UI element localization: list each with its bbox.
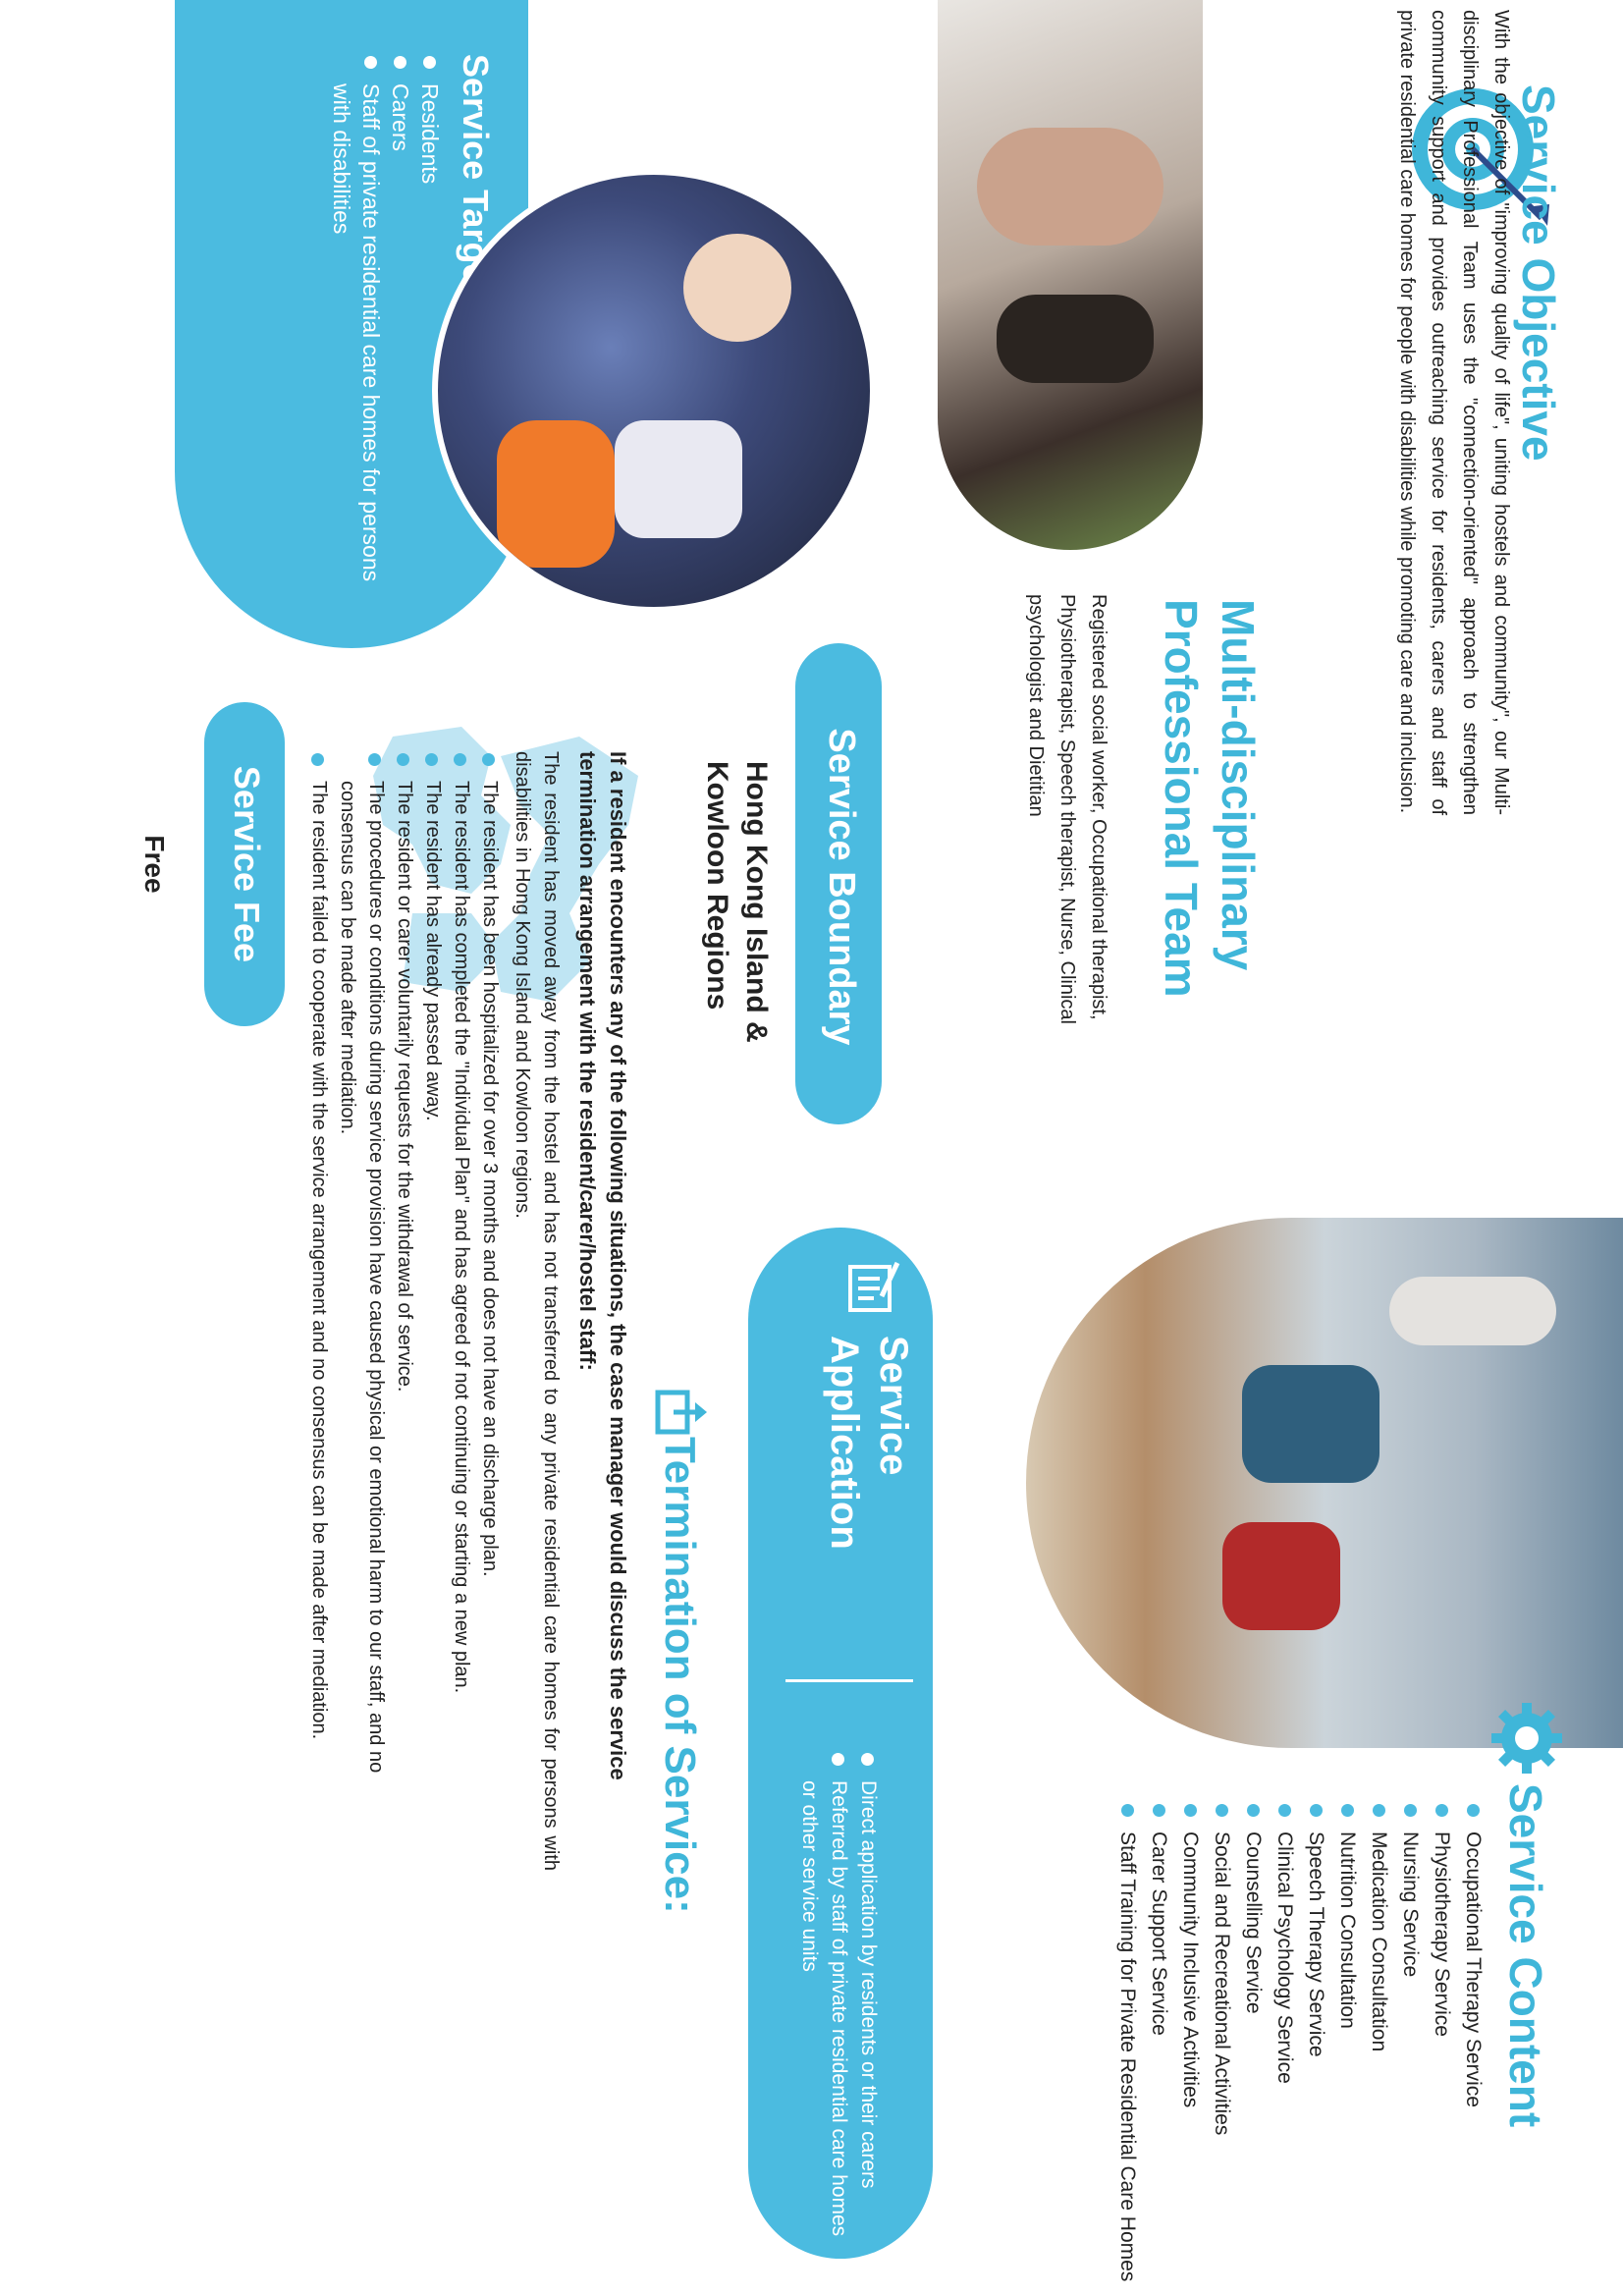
exit-door-icon [650,1385,709,1444]
service-fee-value: Free [139,835,170,894]
service-objective-body: With the objective of "improving quality of life", uniting hostels and community", our Multi-disciplinary Professional Team uses the "connection-oriented" approach to strengthen community support and provides outreaching service for residents, carers and staff of private residential care homes for people with disabilities while promoting care and inclusion. [1396,10,1512,815]
list-item: Carers [386,54,415,604]
service-boundary-title: Service Boundary [821,728,862,1046]
service-target-title: Service Target [456,54,496,296]
list-item: Community Inclusive Activities [1174,1802,1206,2296]
list-item: The procedures or conditions during service provision have caused physical or emotional harm to our staff, and no consensus can be made after mediation. [333,751,390,1871]
list-item: The resident has completed the "Individual Plan" and has agreed of not continuing or starting a new plan. [447,751,475,1871]
service-content-list-block [1047,1802,1488,2296]
service-content-list [1111,1802,1488,2296]
list-item: Physiotherapy Service [1426,1802,1457,2296]
service-objective-title: Service Objective [1513,84,1564,462]
list-item: Counselling Service [1237,1802,1269,2296]
application-form-icon [844,1257,903,1316]
termination-first-situation: The resident has moved away from the hostel and has not transferred to any private residential care homes for persons with disabilities in Hong Kong Island and Kowloon regions. [512,751,562,1871]
list-item: Residents [415,54,445,604]
list-item: The resident has already passed away. [418,751,447,1871]
service-application-title: Service Application [823,1336,915,1550]
list-item: Direct application by residents or their carers [853,1751,883,2242]
team-body: Registered social worker, Occupational therapist, Physiotherapist, Speech therapist, Nurse, Clinical psychologist and Dietitian [1025,594,1109,1024]
gear-icon [1488,1699,1566,1777]
list-item: The resident failed to cooperate with the service arrangement and no consensus can be made after mediation. [304,751,333,1871]
list-item: Staff Training for Private Residential Care Homes [1111,1802,1143,2296]
application-divider [785,1679,913,1682]
service-content-title: Service Content [1500,1783,1551,2128]
list-item: Clinical Psychology Service [1269,1802,1300,2296]
list-item: Social and Recreational Activities [1206,1802,1237,2296]
list-item: The resident or carer voluntarily requests for the withdrawal of service. [390,751,418,1871]
crafts-activity-photo [432,169,876,613]
service-boundary-regions: Hong Kong Island & Kowloon Regions [701,761,773,1043]
service-application-list [794,1751,883,2242]
list-item: Carer Support Service [1143,1802,1174,2296]
list-item: Nursing Service [1394,1802,1426,2296]
team-title: Multi-disciplinary Professional Team [1156,599,1264,998]
termination-body [191,751,633,1871]
termination-list [304,751,504,1871]
list-item: Staff of private residential care homes for persons with disabilities [327,54,386,604]
list-item: Nutrition Consultation [1331,1802,1363,2296]
list-item: Referred by staff of private residential care homes or other service units [794,1751,853,2242]
list-item: Speech Therapy Service [1300,1802,1331,2296]
list-item: Occupational Therapy Service [1457,1802,1488,2296]
service-fee-title: Service Fee [227,765,267,963]
walking-outdoors-photo [1026,1218,1623,1748]
service-target-list [327,54,445,604]
termination-intro: If a resident encounters any of the following situations, the case manager would discuss the service termination arrangement with the resident/carer/hostel staff: [575,751,630,1780]
list-item: The resident has been hospitalized for over 3 months and does not have an discharge plan. [475,751,504,1871]
termination-title: Termination of Service: [656,1437,704,1914]
list-item: Medication Consultation [1363,1802,1394,2296]
teamwork-hands-photo [938,0,1203,550]
service-application-list-block [773,1751,883,2242]
